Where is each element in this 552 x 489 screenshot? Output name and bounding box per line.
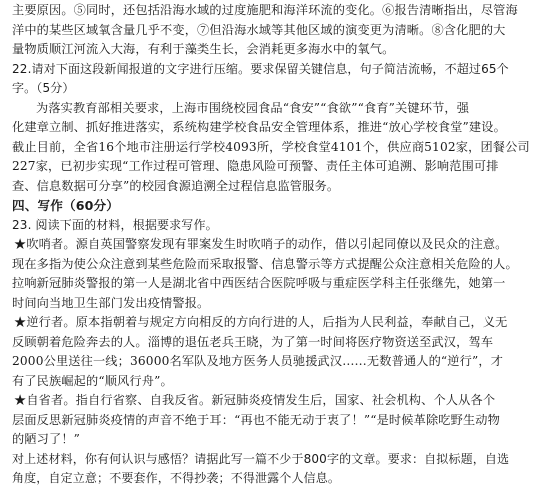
question-22-prompt: 22.请对下面这段新闻报道的文字进行压缩。要求保留关键信息，句子简洁流畅，不超过65个 xyxy=(12,61,509,76)
material-whistleblower-line-4: 时间向当地卫生部门发出疫情警报。 xyxy=(12,295,210,310)
news-line-3: 截止目前，全省16个地市注册运行学校4093所，学校食堂4101个，供应商5102家，团餐公司 xyxy=(12,139,530,154)
news-line-1: 为落实教育部相关要求，上海市围绕校园食品“食安”“食欲”“食育”关键环节，强 xyxy=(36,100,470,115)
material-introspect-line-3: 的陋习了！” xyxy=(12,432,81,446)
text-line-2: 洋中的某些区域氧含量几乎不变，⑦但沿海水域等其他区域的演变更为清晰。⑧含化肥的大 xyxy=(12,22,506,37)
material-retrograde-line-1: ★逆行者。原本指朝着与规定方向相反的方向行进的人，后指为人民利益，奉献自己，义无 xyxy=(14,315,508,329)
material-retrograde-line-2: 反顾朝着危险奔去的人。淄博的退伍老兵王晓，为了第一时间将医疗物资送至武汉，驾车 xyxy=(12,334,494,349)
question-23-prompt: 23. 阅读下面的材料，根据要求写作。 xyxy=(12,217,218,232)
material-introspect-line-1: ★自省者。指自行省察、自我反省。新冠肺炎疫情发生后，国家、社会机构、个人从各个 xyxy=(14,393,496,407)
material-retrograde-line-4: 有了民族崛起的“顺风行舟”。 xyxy=(12,373,173,388)
material-whistleblower-line-2: 现在多指为使公众注意到某些危险而采取报警、信息警示等方式提醒公众注意相关危险的人。 xyxy=(12,256,518,271)
writing-requirement-line-1: 对上述材料，你有何认识与感悟？请据此写一篇不少于800字的文章。要求：自拟标题，自选 xyxy=(12,451,510,466)
news-line-4: 227家，已初步实现“工作过程可管理、隐患风险可预警、责任主体可追溯、影响范围可排 xyxy=(12,159,499,173)
text-line-3: 量物质顺江河流入大海，有利于藻类生长，会消耗更多海水中的氧气。 xyxy=(12,42,395,56)
text-line-1: 主要原因。⑤同时，还包括沿海水域的过度施肥和海洋环流的变化。⑥报告清晰指出，尽管海 xyxy=(12,3,518,17)
material-introspect-line-2: 层面反思新冠肺炎疫情的声音不绝于耳：“再也不能无动于衷了！”“是时候革除吃野生动物 xyxy=(12,412,500,427)
material-whistleblower-line-3: 拉响新冠肺炎警报的第一人是湖北省中西医结合医院呼吸与重症医学科主任张继先，她第一 xyxy=(12,276,506,290)
question-22-score: 字。（5分） xyxy=(12,81,75,95)
material-retrograde-line-3: 2000公里送往一线；36000名军队及地方医务人员驰援武汉……无数普通人的“逆行”，才 xyxy=(12,354,504,368)
material-whistleblower-line-1: ★吹哨者。源自英国警察发现有罪案发生时吹哨子的动作，借以引起同僚以及民众的注意。 xyxy=(14,237,508,251)
writing-requirement-line-2: 角度，自定立意；不要套作，不得抄袭；不得泄露个人信息。 xyxy=(12,471,341,485)
section-heading-writing: 四、写作（60分） xyxy=(12,198,120,213)
news-line-5: 查、信息数据可分享”的校园食源追溯全过程信息监管服务。 xyxy=(12,178,340,193)
news-line-2: 化建章立制、抓好推进落实，系统构建学校食品安全管理体系，推进“放心学校食堂”建设。 xyxy=(12,120,506,134)
